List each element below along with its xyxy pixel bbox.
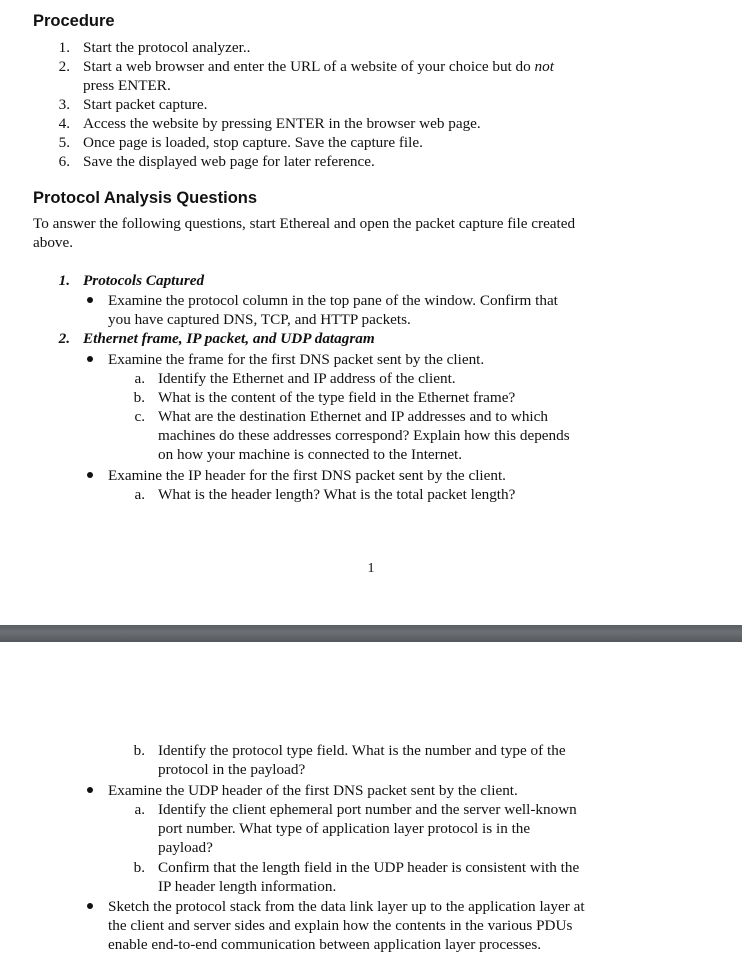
intro-text: To answer the following questions, start Ethereal and open the packet capture file created [33, 215, 576, 232]
item-text: Identify the protocol type field. What is the number and type of the [158, 742, 566, 759]
item-text: IP header length information. [158, 878, 337, 895]
step-text-continued: press ENTER. [83, 77, 171, 94]
step-number: 2. [58, 58, 70, 75]
question-number: 2. [58, 330, 70, 347]
question-title: Protocols Captured [83, 272, 205, 289]
intro-text: above. [33, 234, 74, 251]
step-number: 6. [58, 153, 70, 170]
page-number: 1 [367, 561, 375, 576]
bullet-icon [87, 472, 93, 478]
page-separator [0, 625, 742, 642]
item-text: Identify the Ethernet and IP address of the client. [158, 370, 456, 387]
bullet-text: you have captured DNS, TCP, and HTTP packets. [108, 311, 411, 328]
bullet-text: Sketch the protocol stack from the data link layer up to the application layer at [108, 898, 585, 915]
item-text: on how your machine is connected to the Internet. [158, 446, 463, 463]
item-letter: b. [133, 859, 145, 876]
bullet-text: Examine the protocol column in the top pane of the window. Confirm that [108, 292, 558, 309]
bullet-text: enable end-to-end communication between application layer processes. [108, 936, 542, 953]
step-text: Once page is loaded, stop capture. Save the capture file. [83, 134, 423, 151]
bullet-icon [87, 297, 93, 303]
analysis-heading: Protocol Analysis Questions [33, 189, 258, 207]
item-text: What are the destination Ethernet and IP addresses and to which [158, 408, 548, 425]
step-text: Start the protocol analyzer.. [83, 39, 251, 56]
bullet-text: Examine the IP header for the first DNS packet sent by the client. [108, 467, 506, 484]
item-text: machines do these addresses correspond? Explain how this depends [158, 427, 570, 444]
step-number: 3. [58, 96, 70, 113]
procedure-heading: Procedure [33, 12, 115, 30]
item-letter: a. [134, 486, 145, 503]
item-text: What is the content of the type field in the Ethernet frame? [158, 389, 516, 406]
step-number: 5. [58, 134, 70, 151]
item-text: Confirm that the length field in the UDP header is consistent with the [158, 859, 580, 876]
item-letter: c. [134, 408, 145, 425]
bullet-icon [87, 903, 93, 909]
bullet-icon [87, 356, 93, 362]
item-letter: b. [133, 389, 145, 406]
emphasis-text: not [534, 58, 554, 75]
bullet-text: Examine the frame for the first DNS packet sent by the client. [108, 351, 485, 368]
item-text: payload? [158, 839, 213, 856]
step-text: Start packet capture. [83, 96, 208, 113]
item-text: Identify the client ephemeral port number and the server well-known [158, 801, 577, 818]
step-number: 4. [58, 115, 70, 132]
question-number: 1. [58, 272, 70, 289]
item-letter: a. [134, 801, 145, 818]
step-text: Save the displayed web page for later reference. [83, 153, 375, 170]
question-title: Ethernet frame, IP packet, and UDP datagram [83, 330, 375, 347]
item-text: protocol in the payload? [158, 761, 306, 778]
item-letter: b. [133, 742, 145, 759]
document-page-2 [0, 642, 742, 960]
step-text: Start a web browser and enter the URL of a website of your choice but do not [83, 58, 554, 75]
bullet-text: the client and server sides and explain how the contents in the various PDUs [108, 917, 573, 934]
bullet-text: Examine the UDP header of the first DNS packet sent by the client. [108, 782, 518, 799]
bullet-icon [87, 787, 93, 793]
item-text: What is the header length? What is the total packet length? [158, 486, 516, 503]
step-text: Access the website by pressing ENTER in the browser web page. [83, 115, 481, 132]
item-text: port number. What type of application layer protocol is in the [158, 820, 531, 837]
step-number: 1. [58, 39, 70, 56]
item-letter: a. [134, 370, 145, 387]
